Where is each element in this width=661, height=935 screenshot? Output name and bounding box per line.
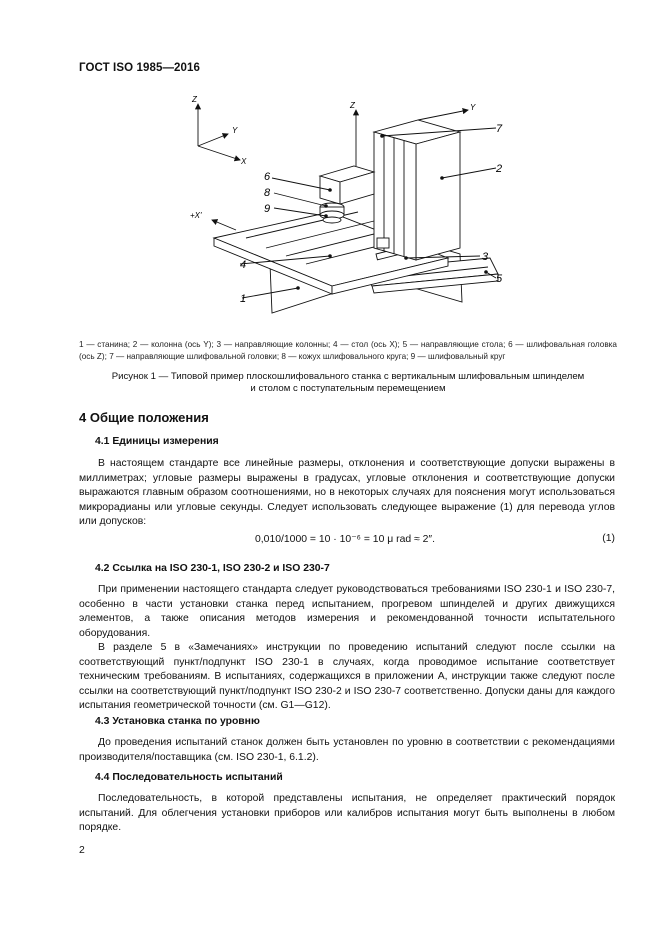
section-4-2-paragraph-2: В разделе 5 в «Замечаниях» инструкции по проведению испытаний следуют после ссылки на соответствующий пункт/подпункт ISO 230-1 в случаях, когда проводимое испытание соответствует техническим требованиям. В испытаниях, содержащихся в приложении А, инструкции также следуют после ссылки на соответствующий пункт/подпункт ISO 230-2 и ISO 230-7 соответственно. Допуски даны для каждого испытания геометрической точности (см. G1—G12). <box>79 642 615 712</box>
axis-label-z-mid: Z <box>350 101 355 110</box>
figure-caption <box>79 371 617 395</box>
page-number: 2 <box>79 845 85 856</box>
document-header: ГОСТ ISO 1985—2016 <box>79 62 201 74</box>
formula-row <box>79 533 615 549</box>
figure-caption-line-1: Рисунок 1 — Типовой пример плоскошлифовального станка с вертикальным шлифовальным шпинделем <box>111 371 585 382</box>
section-4-title: 4 Общие положения <box>79 410 209 425</box>
axis-label-z-left: Z <box>192 95 197 104</box>
callout-7: 7 <box>496 123 503 135</box>
machine-figure <box>150 88 530 328</box>
callout-9: 9 <box>264 203 271 215</box>
formula-number: (1) <box>602 533 615 544</box>
axis-label-y-left: Y <box>232 126 238 135</box>
section-4-2-title: 4.2 Ссылка на ISO 230-1, ISO 230-2 и ISO 230-7 <box>95 563 330 574</box>
surface-grinder-drawing <box>150 88 530 328</box>
callout-3: 3 <box>482 251 489 263</box>
x-prime-axis <box>212 220 236 230</box>
axis-label-x-prime: +X' <box>190 211 202 220</box>
section-4-3-paragraph: До проведения испытаний станок должен быть установлен по уровню в соответствии с рекомендациями производителя/поставщика (см. ISO 230-1, 6.1.2). <box>79 737 615 763</box>
callout-4: 4 <box>240 259 247 271</box>
section-4-1-title: 4.1 Единицы измерения <box>95 436 219 447</box>
axis-label-y-mid: Y <box>470 103 476 112</box>
x-axis-left <box>198 146 240 160</box>
section-4-3-title: 4.3 Установка станка по уровню <box>95 716 260 727</box>
y-axis-mid <box>418 110 468 120</box>
conversion-formula: 0,010/1000 = 10 · 10⁻⁶ = 10 μ rad ≈ 2″. <box>255 534 435 545</box>
section-4-4-title: 4.4 Последовательность испытаний <box>95 772 283 783</box>
figure-caption-line-2: и столом с поступательным перемещением <box>250 383 446 394</box>
callout-8: 8 <box>264 187 271 199</box>
y-axis-left <box>198 134 228 146</box>
figure-legend: 1 — станина; 2 — колонна (ось Y); 3 — направляющие колонны; 4 — стол (ось X); 5 — направляющие стола; 6 — шлифовальная головка (ось Z); 7 — направляющие шлифовальной головки; 8 — кожух шлифовального круга; 9 — шлифовальный круг <box>79 340 617 361</box>
axis-label-x-left: X <box>241 157 247 166</box>
callout-5: 5 <box>496 273 503 285</box>
callout-1: 1 <box>240 293 247 305</box>
section-4-2-paragraph-1: При применении настоящего стандарта следует руководствоваться требованиями ISO 230-1 и ISO 230-7, особенно в части установки станка перед испытанием, прогревом шпинделей и других движущихся элементов, а также описания методов измерения и рекомендованной точности испытательного оборудования. <box>79 584 615 639</box>
callout-6: 6 <box>264 171 271 183</box>
section-4-4-paragraph: Последовательность, в которой представлены испытания, не определяет практический порядок испытаний. Для облегчения установки приборов или калибров испытания могут быть выполнены в любом порядке. <box>79 793 615 834</box>
callout-2: 2 <box>496 163 503 175</box>
section-4-1-paragraph: В настоящем стандарте все линейные размеры, отклонения и соответствующие допуски выражены в миллиметрах; угловые размеры выражены в градусах, угловые отклонения и соответствующие допуски выражаются главным образом соотношениями, но в некоторых случаях для пояснения могут использоваться микрорадианы или угловые секунды. Следует использовать следующее выражение (1) для перевода углов или допусков: <box>79 458 615 528</box>
